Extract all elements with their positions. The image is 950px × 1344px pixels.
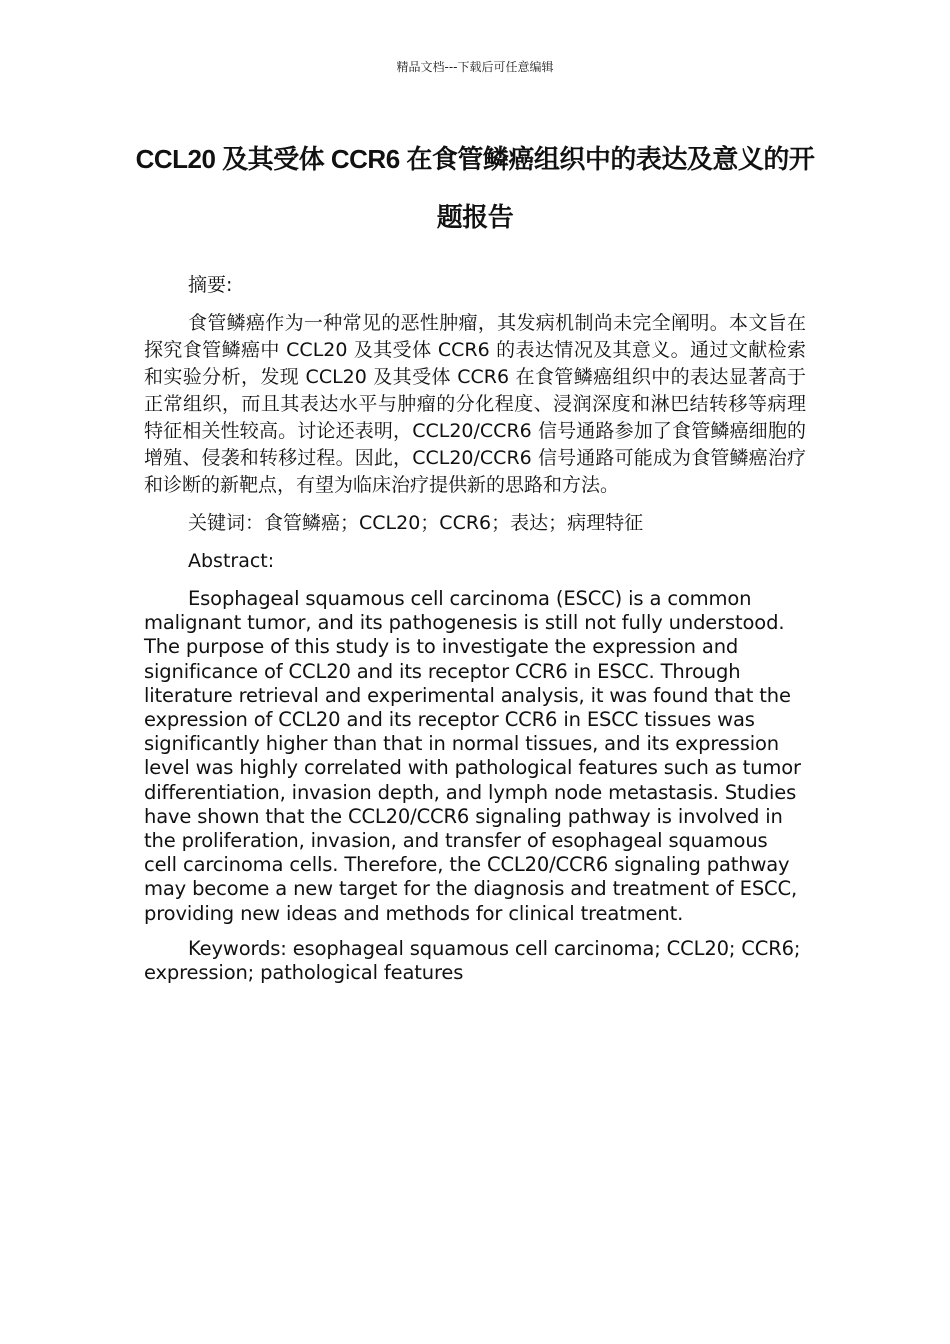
abstract-en-label: Abstract: — [188, 550, 275, 572]
document-title: CCL20 及其受体 CCR6 在食管鳞癌组织中的表达及意义的开题报告 — [135, 144, 815, 232]
abstract-en-body: Esophageal squamous cell carcinoma (ESCC) is a common malignant tumor, and its pathogenesis is still not fully understood. The purpose of this study is to investigate the expression and significance of CCL20 and its receptor CCR6 in ESCC. Through literature retrieval and experimental analysis, it was found that the expression of CCL20 and its receptor CCR6 in ESCC tissues was significantly higher than that in normal tissues, and its expression level was highly correlated with pathological features such as tumor differentiation, invasion depth, and lymph node metastasis. Studies have shown that the CCL20/CCR6 signaling pathway is involved in the proliferation, invasion, and transfer of esophageal squamous cell carcinoma cells. Therefore, the CCL20/CCR6 signaling pathway may become a new target for the diagnosis and treatment of ESCC, providing new ideas and methods for clinical treatment. — [144, 587, 801, 925]
abstract-cn-body: 食管鳞癌作为一种常见的恶性肿瘤，其发病机制尚未完全阐明。本文旨在探究食管鳞癌中 CCL20 及其受体 CCR6 的表达情况及其意义。通过文献检索和实验分析，发现 CCL20 及其受体 CCR6 在食管鳞癌组织中的表达显著高于正常组织，而且其表达水平与肿瘤的分化程度、浸润深度和淋巴结转移等病理特征相关性较高。讨论还表明，CCL20/CCR6 信号通路参加了食管鳞癌细胞的增殖、侵袭和转移过程。因此，CCL20/CCR6 信号通路可能成为食管鳞癌治疗和诊断的新靶点，有望为临床治疗提供新的思路和方法。 — [144, 312, 806, 496]
abstract-cn-label: 摘要: — [188, 274, 233, 296]
document-body — [144, 272, 806, 996]
keywords-cn: 关键词：食管鳞癌；CCL20；CCR6；表达；病理特征 — [188, 512, 644, 534]
keywords-en: Keywords: esophageal squamous cell carcinoma; CCL20; CCR6; expression; pathological features — [144, 936, 801, 985]
header-note: 精品文档---下载后可任意编辑 — [396, 60, 554, 74]
